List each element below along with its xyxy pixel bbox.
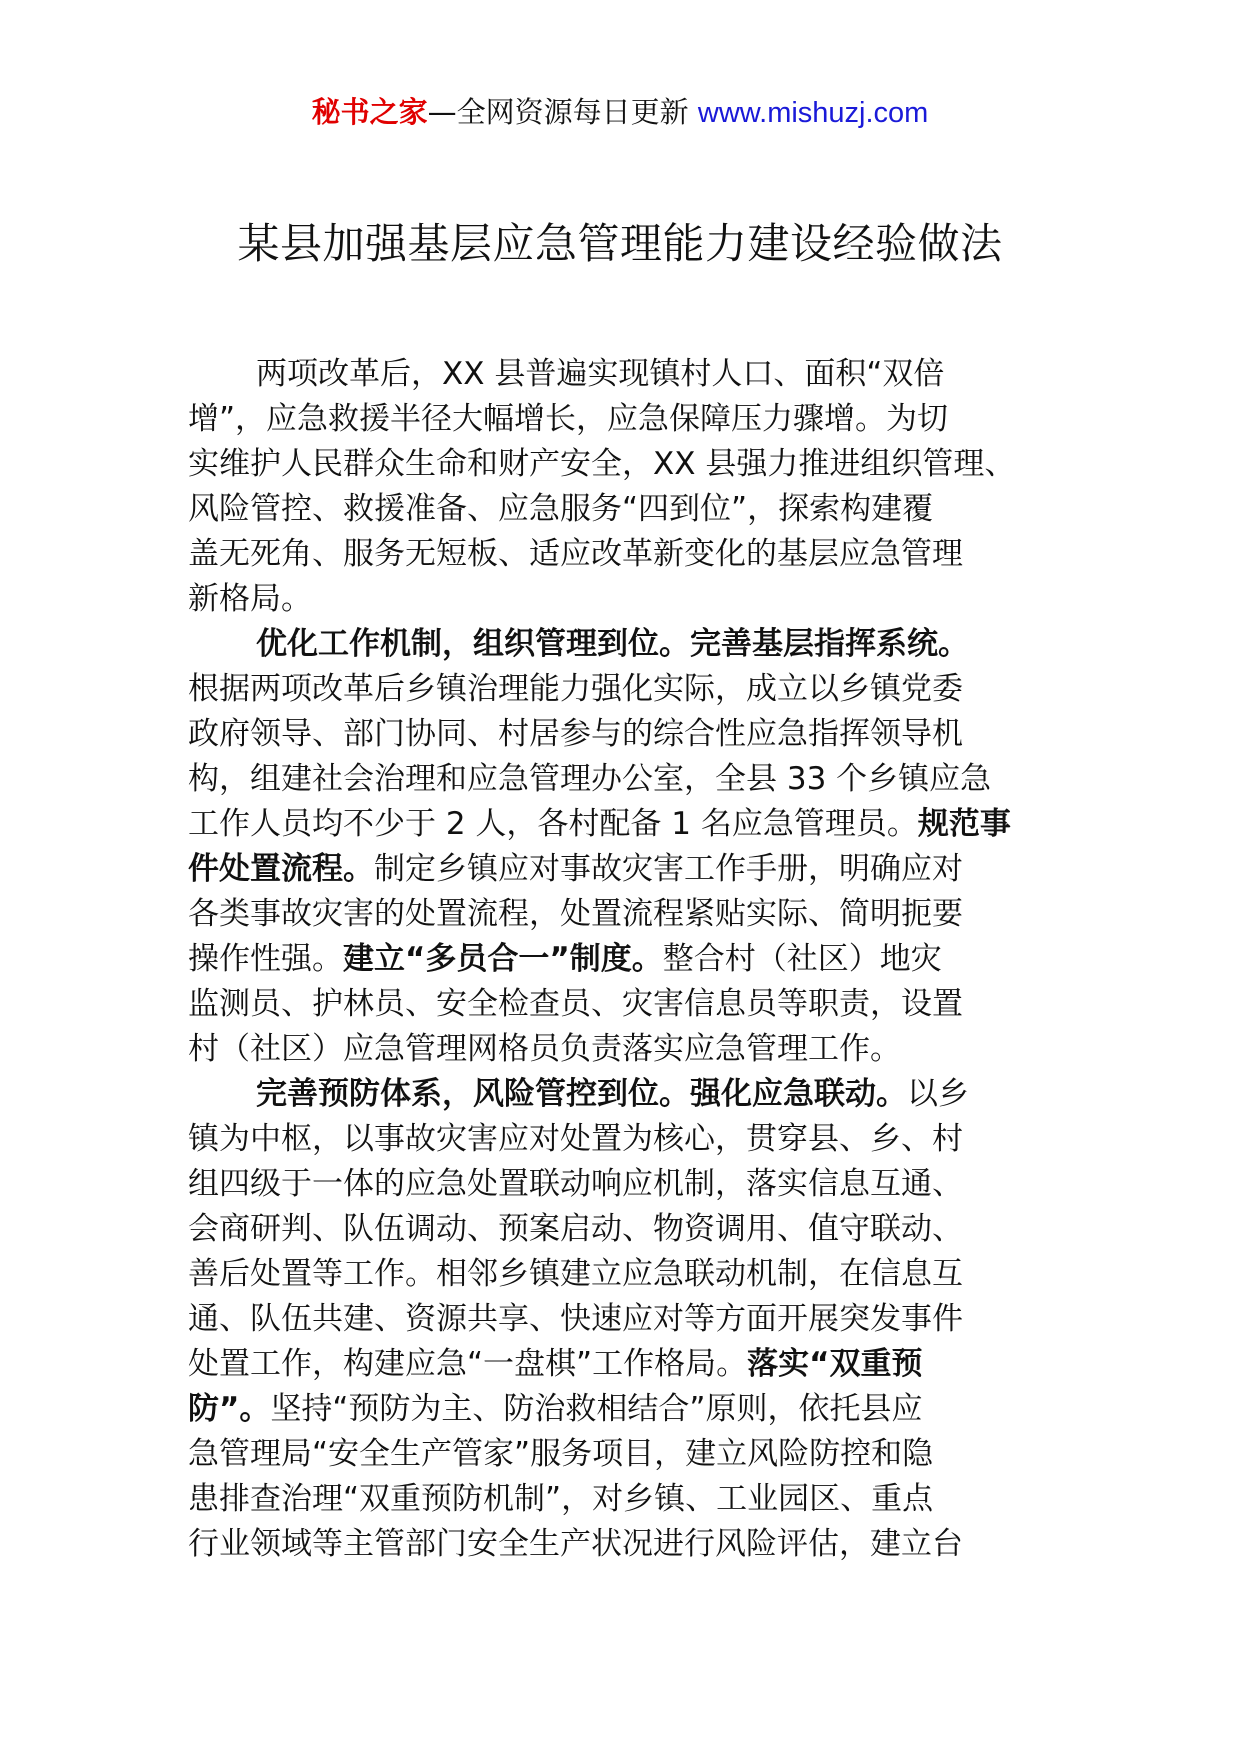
paragraph-2-line-5 [188,802,1058,847]
bold-heading-text: 建立“多员合一”制度。 [343,941,663,977]
body-text-run: 新格局。 [188,581,312,617]
body-text-run: 各类事故灾害的处置流程，处置流程紧贴实际、简明扼要 [188,896,963,932]
paragraph-1-line-5 [188,532,1058,577]
body-text-run: 整合村（社区）地灾 [662,941,942,977]
paragraph-3-line-1 [188,1072,1058,1117]
paragraph-3-line-11 [188,1522,1058,1567]
body-text-run: 以乡 [907,1076,969,1112]
body-text-run: 制定乡镇应对事故灾害工作手册，明确应对 [374,851,963,887]
body-text-run: 政府领导、部门协同、村居参与的综合性应急指挥领导机 [188,716,963,752]
body-text-run: 风险管控、救援准备、应急服务“四到位”，探索构建覆 [188,491,934,527]
paragraph-1-line-6 [188,577,1058,622]
body-text-run: 组四级于一体的应急处置联动响应机制，落实信息互通、 [188,1166,963,1202]
bold-heading-text: 优化工作机制，组织管理到位。完善基层指挥系统。 [256,626,969,662]
body-text-run: 构，组建社会治理和应急管理办公室，全县 33 个乡镇应急 [188,761,992,797]
body-text-run: 行业领域等主管部门安全生产状况进行风险评估，建立台 [188,1526,963,1562]
paragraph-2-line-7 [188,892,1058,937]
paragraph-3-line-3 [188,1162,1058,1207]
bold-heading-text: 规范事 [917,806,1011,842]
paragraph-1-line-1 [188,352,1058,397]
paragraph-2-line-3 [188,712,1058,757]
paragraph-2-line-4 [188,757,1058,802]
paragraph-3-line-5 [188,1252,1058,1297]
paragraph-2-line-10 [188,1027,1058,1072]
paragraph-3-line-6 [188,1297,1058,1342]
brand-name: 秘书之家 [311,95,428,129]
body-text-run: 工作人员均不少于 2 人，各村配备 1 名应急管理员。 [188,806,918,842]
paragraph-3-line-9 [188,1432,1058,1477]
body-text-run: 监测员、护林员、安全检查员、灾害信息员等职责，设置 [188,986,963,1022]
bold-heading-text: 完善预防体系，风险管控到位。强化应急联动。 [256,1076,907,1112]
document-title: 某县加强基层应急管理能力建设经验做法 [237,219,1003,268]
paragraph-2-line-9 [188,982,1058,1027]
body-text-run: 会商研判、队伍调动、预案启动、物资调用、值守联动、 [188,1211,963,1247]
paragraph-2-line-6 [188,847,1058,892]
paragraph-3-line-4 [188,1207,1058,1252]
body-text-run: 根据两项改革后乡镇治理能力强化实际，成立以乡镇党委 [188,671,963,707]
body-text-run: 操作性强。 [188,941,343,977]
body-text-run: 通、队伍共建、资源共享、快速应对等方面开展突发事件 [188,1301,963,1337]
bold-heading-text: 落实“双重预 [747,1346,923,1382]
paragraph-2-line-2 [188,667,1058,712]
body-text-run: 急管理局“安全生产管家”服务项目，建立风险防控和隐 [188,1436,934,1472]
bold-heading-text: 件处置流程。 [188,851,374,887]
paragraph-3-line-8 [188,1387,1058,1432]
bold-heading-text: 防”。 [188,1391,271,1427]
paragraph-1-line-3 [188,442,1058,487]
banner-tagline: —全网资源每日更新 [427,95,689,129]
body-text-run: 坚持“预防为主、防治救相结合”原则，依托县应 [270,1391,923,1427]
paragraph-2-line-1 [188,622,1058,667]
paragraph-1-line-2 [188,397,1058,442]
body-text-run: 善后处置等工作。相邻乡镇建立应急联动机制，在信息互 [188,1256,963,1292]
body-text-run: 村（社区）应急管理网格员负责落实应急管理工作。 [188,1031,901,1067]
paragraph-3-line-7 [188,1342,1058,1387]
site-url-link[interactable]: www.mishuzj.com [697,97,929,129]
body-text-run: 盖无死角、服务无短板、适应改革新变化的基层应急管理 [188,536,963,572]
paragraph-2-line-8 [188,937,1058,982]
paragraph-3-line-10 [188,1477,1058,1522]
body-text-run: 两项改革后，XX 县普遍实现镇村人口、面积“双倍 [256,356,945,392]
body-text-run: 增”，应急救援半径大幅增长，应急保障压力骤增。为切 [188,401,949,437]
paragraph-3-line-2 [188,1117,1058,1162]
body-text-run: 患排查治理“双重预防机制”，对乡镇、工业园区、重点 [188,1481,934,1517]
site-banner [0,92,1240,133]
paragraph-1-line-4 [188,487,1058,532]
body-text-run: 处置工作，构建应急“一盘棋”工作格局。 [188,1346,748,1382]
document-body [188,352,1058,1567]
body-text-run: 镇为中枢，以事故灾害应对处置为核心，贯穿县、乡、村 [188,1121,963,1157]
body-text-run: 实维护人民群众生命和财产安全，XX 县强力推进组织管理、 [188,446,1016,482]
